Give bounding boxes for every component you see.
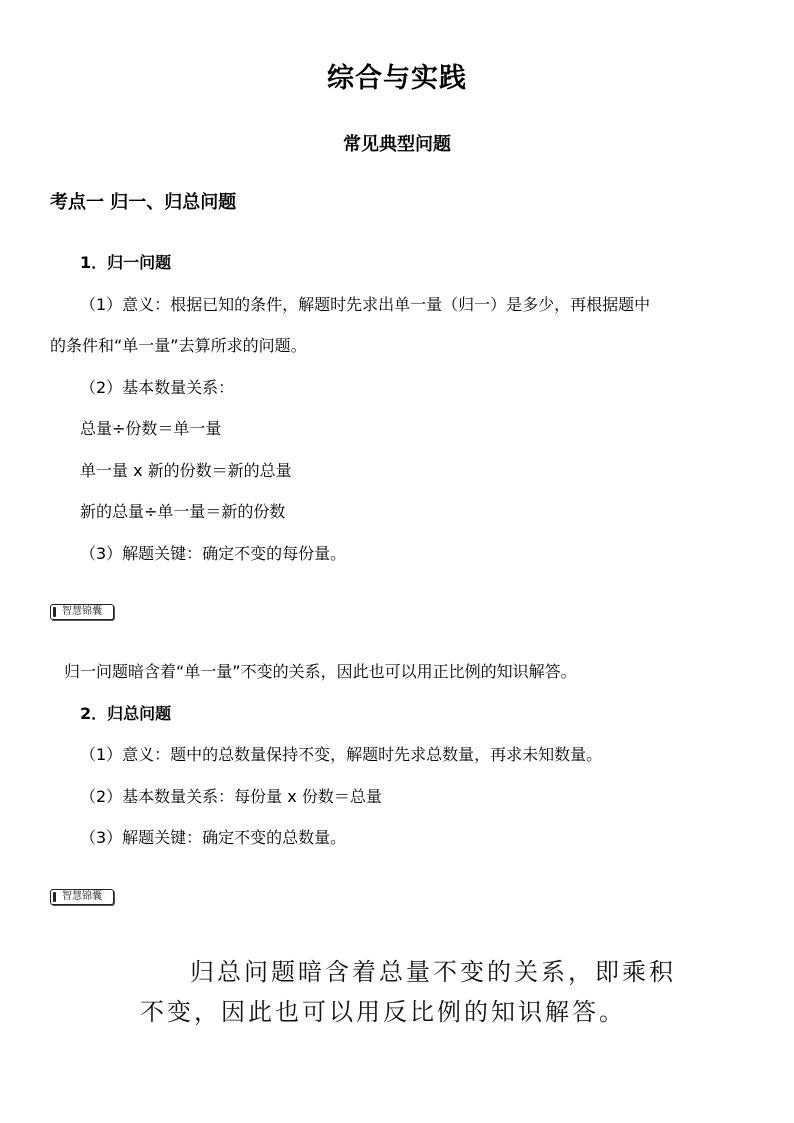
part2-heading: 2．归总问题 — [80, 704, 172, 723]
part1-meaning-line2: 的条件和“单一量”去算所求的问题。 — [50, 336, 307, 355]
tip1-text: 归一问题暗含着“单一量”不变的关系，因此也可以用正比例的知识解答。 — [64, 662, 577, 681]
part1-heading: 1．归一问题 — [80, 253, 172, 272]
part1-formula-3: 新的总量÷单一量＝新的份数 — [80, 502, 286, 521]
page-title: 综合与实践 — [327, 63, 467, 94]
part1-formula-1: 总量÷份数＝单一量 — [80, 419, 222, 438]
part2-relation: （2）基本数量关系：每份量 x 份数＝总量 — [80, 787, 382, 806]
tip2-line2: 不变，因此也可以用反比例的知识解答。 — [140, 998, 626, 1026]
part2-meaning: （1）意义：题中的总数量保持不变，解题时先求总数量，再求未知数量。 — [80, 745, 603, 764]
part2-key: （3）解题关键：确定不变的总数量。 — [80, 828, 347, 847]
part1-relation-label: （2）基本数量关系： — [80, 378, 235, 397]
tip1-badge: 智慧锦囊 — [50, 604, 114, 620]
part1-meaning-line1: （1）意义：根据已知的条件，解题时先求出单一量（归一）是多少，再根据题中 — [80, 295, 651, 314]
section-heading: 考点一 归一、归总问题 — [50, 192, 237, 213]
page-subtitle: 常见典型问题 — [343, 134, 451, 155]
tip2-line1: 归总问题暗含着总量不变的关系，即乘积 — [190, 958, 676, 986]
tip2-badge: 智慧锦囊 — [50, 889, 114, 905]
part1-key: （3）解题关键：确定不变的每份量。 — [80, 544, 347, 563]
part1-formula-2: 单一量 x 新的份数＝新的总量 — [80, 461, 292, 480]
